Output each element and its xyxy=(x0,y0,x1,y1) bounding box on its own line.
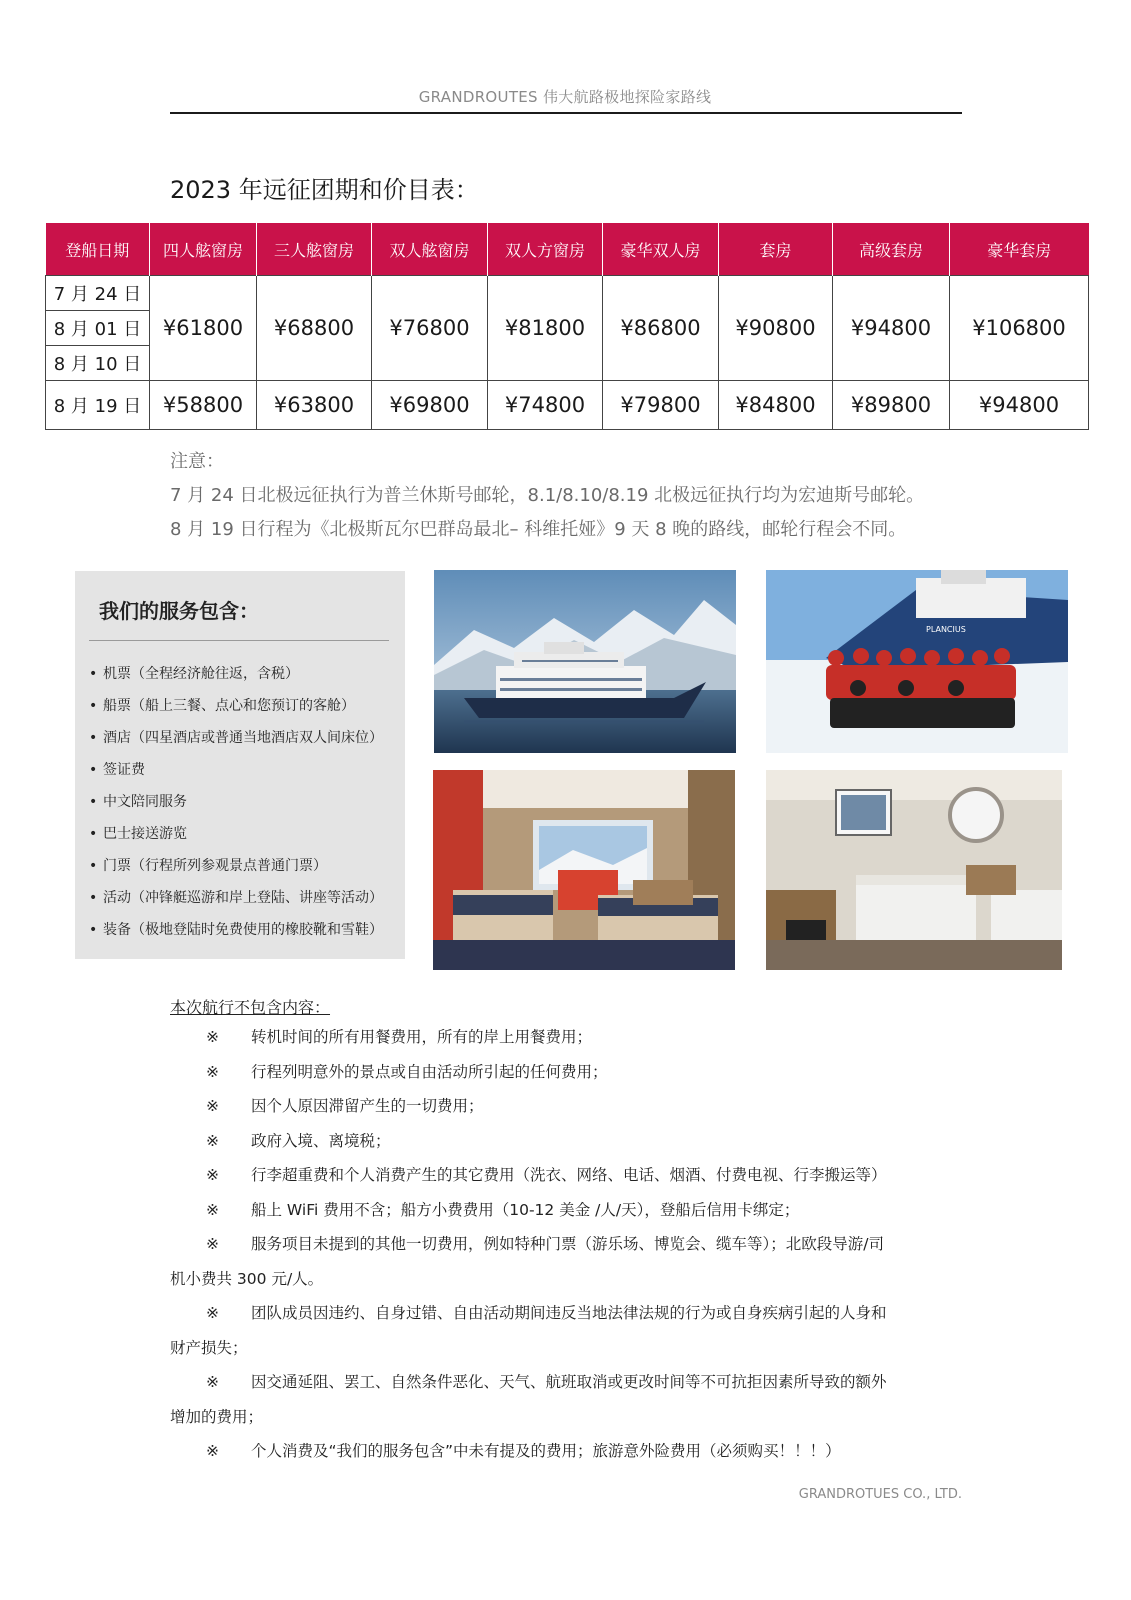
exclusion-item xyxy=(170,1434,962,1469)
exclusion-text: 因个人原因滞留产生的一切费用； xyxy=(251,1097,484,1115)
price-cell: ¥94800 xyxy=(833,276,950,381)
reference-mark-icon: ※ xyxy=(206,1097,219,1115)
price-cell: ¥74800 xyxy=(488,381,603,430)
exclusion-continuation: 增加的费用； xyxy=(170,1407,264,1426)
price-cell: ¥86800 xyxy=(603,276,719,381)
exclusion-item xyxy=(170,1296,962,1331)
price-cell: ¥90800 xyxy=(719,276,833,381)
note-line: 8 月 19 日行程为《北极斯瓦尔巴群岛最北– 科维托娅》9 天 8 晚的路线，邮轮行程会不同。 xyxy=(170,519,907,540)
notes xyxy=(170,445,924,547)
exclusion-text: 政府入境、离境税； xyxy=(251,1131,391,1150)
departure-date: 8 月 01 日 xyxy=(46,311,150,346)
column-header: 豪华双人房 xyxy=(603,223,719,276)
reference-mark-icon: ※ xyxy=(206,1235,219,1253)
departure-date: 8 月 10 日 xyxy=(46,346,150,381)
price-cell: ¥79800 xyxy=(603,381,719,430)
reference-mark-icon: ※ xyxy=(206,1373,219,1391)
service-item: • 船票（船上三餐、点心和您预订的客舱） xyxy=(89,690,383,722)
exclusion-text: 服务项目未提到的其他一切费用，例如特种门票（游乐场、博览会、缆车等）；北欧段导游/司 xyxy=(251,1235,884,1253)
exclusions-title: 本次航行不包含内容： xyxy=(170,998,331,1017)
page-header: GRANDROUTES 伟大航路极地探险家路线 xyxy=(418,88,712,106)
service-item: • 装备（极地登陆时免费使用的橡胶靴和雪鞋） xyxy=(89,914,383,946)
column-header: 套房 xyxy=(719,223,833,276)
exclusion-item xyxy=(170,1193,962,1228)
exclusions-list xyxy=(170,1020,962,1469)
exclusion-item xyxy=(170,1365,962,1400)
exclusion-item xyxy=(170,1020,962,1055)
exclusion-item xyxy=(170,1227,962,1262)
exclusion-text: 船上 WiFi 费用不含；船方小费费用（10-12 美金 /人/天），登船后信用卡绑定； xyxy=(251,1200,800,1219)
reference-mark-icon: ※ xyxy=(206,1028,219,1046)
departure-date: 8 月 19 日 xyxy=(46,381,150,430)
service-item: • 中文陪同服务 xyxy=(89,786,383,818)
exclusion-text: 行程列明意外的景点或自由活动所引起的任何费用； xyxy=(251,1062,608,1081)
exclusion-item xyxy=(170,1089,962,1124)
services-title: 我们的服务包含： xyxy=(99,599,259,623)
reference-mark-icon: ※ xyxy=(206,1304,219,1322)
price-cell: ¥89800 xyxy=(833,381,950,430)
services-divider xyxy=(89,640,389,641)
photo-cabin-porthole xyxy=(766,770,1062,970)
service-item: • 活动（冲锋艇巡游和岸上登陆、讲座等活动） xyxy=(89,882,383,914)
notes-label: 注意： xyxy=(170,451,224,472)
price-cell: ¥58800 xyxy=(150,381,257,430)
reference-mark-icon: ※ xyxy=(206,1166,219,1184)
page-title: 2023 年远征团期和价目表： xyxy=(170,176,479,204)
exclusion-text: 因交通延阻、罢工、自然条件恶化、天气、航班取消或更改时间等不可抗拒因素所导致的额外 xyxy=(251,1373,887,1391)
column-header: 四人舷窗房 xyxy=(150,223,257,276)
exclusion-item xyxy=(170,1124,962,1159)
departure-date: 7 月 24 日 xyxy=(46,276,150,311)
price-cell: ¥68800 xyxy=(257,276,372,381)
column-header: 三人舷窗房 xyxy=(257,223,372,276)
exclusion-text: 转机时间的所有用餐费用，所有的岸上用餐费用； xyxy=(251,1028,593,1046)
column-header: 双人方窗房 xyxy=(488,223,603,276)
price-table-header xyxy=(46,223,1089,276)
page-footer: GRANDROTUES CO., LTD. xyxy=(798,1487,962,1502)
exclusion-item xyxy=(170,1158,962,1193)
photo-cabin-modern xyxy=(433,770,735,970)
price-cell: ¥94800 xyxy=(950,381,1089,430)
price-cell: ¥69800 xyxy=(372,381,488,430)
price-cell: ¥84800 xyxy=(719,381,833,430)
service-item: • 酒店（四星酒店或普通当地酒店双人间床位） xyxy=(89,722,383,754)
service-item: • 门票（行程所列参观景点普通门票） xyxy=(89,850,383,882)
table-row xyxy=(46,381,1089,430)
ship-hull-name: PLANCIUS xyxy=(926,625,966,634)
note-line: 7 月 24 日北极远征执行为普兰休斯号邮轮，8.1/8.10/8.19 北极远征执行均为宏迪斯号邮轮。 xyxy=(170,485,925,506)
reference-mark-icon: ※ xyxy=(206,1200,219,1219)
service-item: • 签证费 xyxy=(89,754,383,786)
price-cell: ¥106800 xyxy=(950,276,1089,381)
exclusion-item xyxy=(170,1055,962,1090)
reference-mark-icon: ※ xyxy=(206,1442,219,1460)
reference-mark-icon: ※ xyxy=(206,1131,219,1150)
reference-mark-icon: ※ xyxy=(206,1062,219,1081)
price-cell: ¥61800 xyxy=(150,276,257,381)
services-box xyxy=(75,571,405,959)
exclusion-continuation: 机小费共 300 元/人。 xyxy=(170,1269,324,1288)
price-cell: ¥76800 xyxy=(372,276,488,381)
photo-ship-fjord xyxy=(434,570,736,753)
service-item: • 巴士接送游览 xyxy=(89,818,383,850)
price-cell: ¥63800 xyxy=(257,381,372,430)
exclusion-continuation: 财产损失； xyxy=(170,1338,248,1357)
services-list xyxy=(89,658,383,946)
table-row xyxy=(46,276,1089,311)
column-header: 豪华套房 xyxy=(950,223,1089,276)
price-table xyxy=(45,223,1089,430)
header-rule xyxy=(170,112,962,114)
exclusion-text: 行李超重费和个人消费产生的其它费用（洗衣、网络、电话、烟酒、付费电视、行李搬运等） xyxy=(251,1166,887,1184)
column-header: 高级套房 xyxy=(833,223,950,276)
service-item: • 机票（全程经济舱往返，含税） xyxy=(89,658,383,690)
price-cell: ¥81800 xyxy=(488,276,603,381)
column-header: 双人舷窗房 xyxy=(372,223,488,276)
column-header: 登船日期 xyxy=(46,223,150,276)
exclusion-text: 个人消费及“我们的服务包含”中未有提及的费用；旅游意外险费用（必须购买！！！） xyxy=(251,1442,841,1460)
photo-group-on-ice xyxy=(766,570,1068,753)
exclusion-text: 团队成员因违约、自身过错、自由活动期间违反当地法律法规的行为或自身疾病引起的人身和 xyxy=(251,1304,887,1322)
